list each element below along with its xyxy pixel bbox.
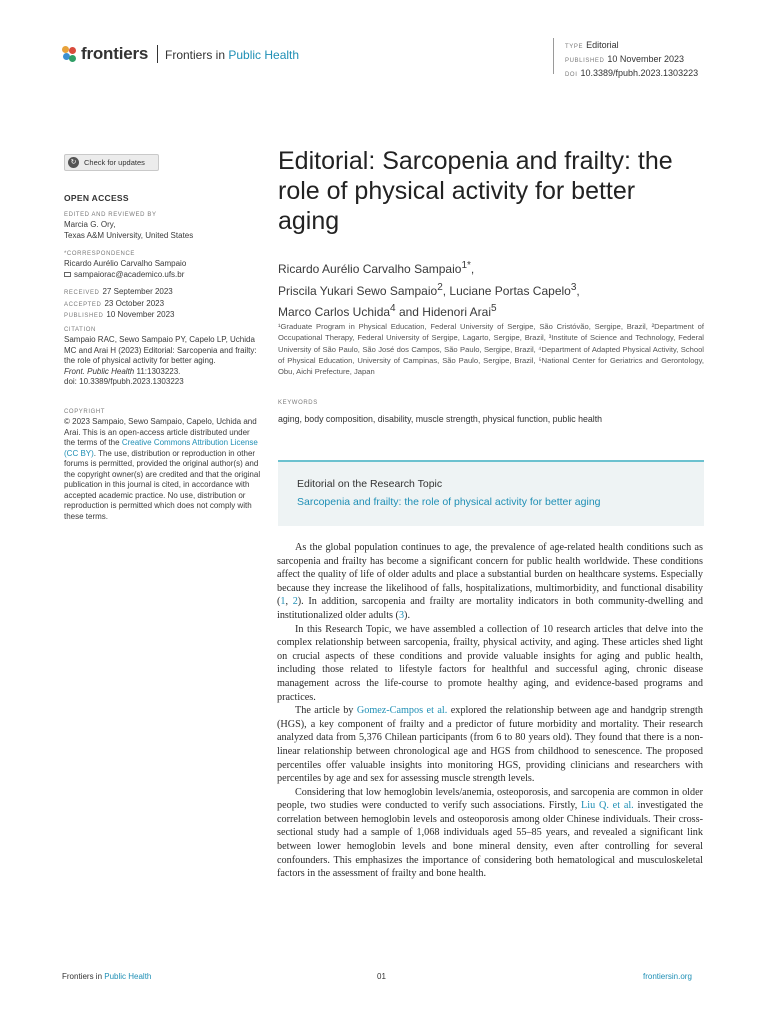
research-topic-label: Editorial on the Research Topic: [297, 478, 443, 490]
open-access-label: OPEN ACCESS: [64, 193, 129, 203]
citation-volume: 11:1303223.: [134, 366, 181, 376]
published-value: 10 November 2023: [607, 54, 684, 64]
p1-text-b: ). In addition, sarcopenia and frailty are mortality indicators in both community-dwelling and institutionalized older adults (: [277, 596, 704, 621]
received-label: RECEIVED: [64, 290, 100, 296]
liu-link[interactable]: Liu Q. et al.: [581, 800, 634, 812]
correspondence: [64, 250, 264, 280]
correspondence-email[interactable]: sampaiorac@academico.ufs.br: [74, 269, 185, 279]
check-updates-label: Check for updates: [84, 158, 145, 167]
ref-2-link[interactable]: 2: [292, 596, 298, 608]
doi-value[interactable]: 10.3389/fpubh.2023.1303223: [580, 68, 699, 78]
frontiers-logo[interactable]: [62, 44, 148, 64]
journal-accent: Public Health: [228, 48, 300, 62]
p4-text-b: investigated the correlation between hemoglobin levels and osteoporosis among older Chinese individuals. Their cross-sectional study had a sample of 1,068 individuals aged 55–85 years, and revealed a significant link between lower hemoglobin levels and bone mineral density, even after controlling for several confounders. This emphasizes the importance of considering both hematological and musculoskeletal factors in the assessment of frailty and bone health.: [277, 800, 703, 880]
footer-journal: [62, 972, 151, 981]
copyright-text-2: . The use, distribution or reproduction in other forums is permitted, provided the original author(s) and the copyright owner(s) are credited and that the original publication in this journal is cited, in accordance with accepted academic practice. No use, distribution or reproduction is permitted which does not comply with these terms.: [64, 448, 261, 521]
author-1-sup: 1*: [461, 260, 471, 271]
brand-name: frontiers: [81, 44, 149, 63]
affiliations: ¹Graduate Program in Physical Education, Federal University of Sergipe, São Cristóvão, Sergipe, Brazil, ²Department of Occupational Therapy, Federal University of Sergipe, Lagarto, Sergipe, Brazil, ³Institute of Science and Technology, Federal University of São Paulo, São José dos Campos, São Paulo, Sergipe, Brazil, ⁴Department of Adapted Physical Activity, School of Physical Education, University of Campinas, São Paulo, Sergipe, Brazil, ⁵National Center for Geriatrics and Gerontology, Obu, Aichi Prefecture, Japan: [278, 322, 704, 377]
article-title: Editorial: Sarcopenia and frailty: the role of physical activity for better aging: [278, 147, 673, 235]
article-meta: [565, 39, 698, 81]
author-2-sup: 2: [437, 281, 443, 293]
citation-journal: Front. Public Health: [64, 366, 135, 376]
footer-journal-prefix: Frontiers in: [62, 972, 105, 981]
journal-prefix: Frontiers in: [165, 48, 229, 62]
edited-by: [64, 211, 264, 241]
dates: [64, 287, 264, 322]
edited-label: EDITED AND REVIEWED BY: [64, 212, 157, 218]
footer-site-link[interactable]: frontiersin.org: [643, 972, 692, 981]
correspondence-name: Ricardo Aurélio Carvalho Sampaio: [64, 259, 187, 268]
author-1[interactable]: Ricardo Aurélio Carvalho Sampaio: [278, 262, 462, 276]
type-value: Editorial: [586, 40, 619, 50]
research-topic-link[interactable]: Sarcopenia and frailty: the role of physical activity for better aging: [297, 496, 601, 508]
license-link[interactable]: Creative Commons Attribution License (CC BY): [64, 438, 258, 458]
footer-journal-accent: Public Health: [104, 972, 152, 981]
meta-divider: [553, 38, 554, 74]
author-4[interactable]: Marco Carlos Uchida: [278, 305, 391, 319]
p3-text-a: The article by: [295, 705, 357, 717]
citation-label: CITATION: [64, 327, 96, 333]
author-4-sup: 4: [390, 303, 396, 314]
keywords-label: KEYWORDS: [278, 400, 318, 406]
sidebar-published-value: 10 November 2023: [106, 310, 175, 319]
correspondence-label: *CORRESPONDENCE: [64, 251, 136, 257]
editor-name: Marcia G. Ory,: [64, 220, 116, 229]
mail-icon: [64, 272, 71, 277]
research-topic-box: [278, 460, 704, 526]
citation-doi[interactable]: doi: 10.3389/fpubh.2023.1303223: [64, 377, 184, 386]
check-for-updates-button[interactable]: [64, 154, 159, 171]
ref-1-link[interactable]: 1: [280, 596, 286, 608]
header-divider: [157, 45, 158, 63]
editor-affiliation: Texas A&M University, United States: [64, 230, 194, 240]
published-label: PUBLISHED: [565, 58, 605, 64]
copyright: [64, 408, 262, 522]
citation-text: Sampaio RAC, Sewo Sampaio PY, Capelo LP, Uchida MC and Arai H (2023) Editorial: Sarcopenia and frailty: the role of physical activity for better aging.: [64, 335, 257, 365]
author-2[interactable]: Priscila Yukari Sewo Sampaio: [278, 283, 438, 298]
journal-name[interactable]: [165, 48, 299, 62]
keywords: aging, body composition, disability, muscle strength, physical function, public health: [278, 414, 603, 424]
author-list: Ricardo Aurélio Carvalho Sampaio$^{1*}$, Priscila Yukari Sewo Sampaio$^2$, Luciane Portas Capelo$^3$, Marco Carlos Uchida$^4$ and Hidenori Arai$^5$: [278, 260, 580, 319]
author-3[interactable]: , Luciane Portas Capelo: [442, 283, 571, 298]
paragraph-1: [277, 541, 703, 623]
p3-text-b: explored the relationship between age and handgrip strength (HGS), a key component of frailty and a predictor of future morbidity and mortality. Their research analyzed data from 5,376 Chilean participants (from 6 to 80 years old). They found that there is a non-linear relationship between chronological age and HGS from childhood to senescence. The proposed percentiles offer valuable insights into monitoring HGS, providing clinicians and researchers with percentiles by age and sex for assessing muscle strength levels.: [277, 705, 703, 785]
paragraph-3: [277, 704, 703, 786]
p4-text-a: Considering that low hemoglobin levels/anemia, osteoporosis, and sarcopenia are common in older people, two studies were conducted to verify such associations. Firstly,: [277, 786, 703, 812]
sidebar-published-label: PUBLISHED: [64, 313, 104, 319]
p1-text-a: As the global population continues to age, the prevalence of age-related health conditions such as sarcopenia and frailty has become a significant concern for public health worldwide. These conditions affect the quality of life of older adults and place a substantial burden on healthcare systems. Especially because they increase the likelihood of falls, hospitalizations, multimorbidity, and functional disability (: [277, 542, 703, 608]
page-number: 01: [377, 972, 386, 981]
refresh-icon: ↻: [68, 157, 79, 168]
frontiers-logo-icon: [62, 46, 77, 63]
copyright-text-1: © 2023 Sampaio, Sewo Sampaio, Capelo, Uchida and Arai. This is an open-access article distributed under the terms of the: [64, 417, 257, 447]
type-label: TYPE: [565, 44, 584, 50]
accepted-value: 23 October 2023: [104, 298, 165, 308]
ref-3-link[interactable]: 3: [398, 609, 405, 621]
paragraph-2: In this Research Topic, we have assembled a collection of 10 research articles that delve into the complex relationship between sarcopenia, frailty, physical activity, and aging. These articles shed light on crucial aspects of these conditions and provide valuable insights for aging and public health, including those related to lifestyle factors for healthful and successful aging, chronic disease management across the life-course to promote healthy aging, and evidence-based programs and practices.: [277, 623, 703, 703]
p1-text-c: ).: [404, 609, 410, 621]
author-5-sup: 5: [491, 303, 497, 314]
copyright-label: COPYRIGHT: [64, 409, 106, 415]
author-5[interactable]: and Hidenori Arai: [395, 305, 491, 319]
paragraph-4: [277, 786, 703, 881]
accepted-label: ACCEPTED: [64, 301, 102, 308]
citation: [64, 326, 259, 388]
author-3-sup: 3: [570, 281, 577, 293]
doi-label: DOI: [565, 72, 578, 78]
gomez-campos-link[interactable]: Gomez-Campos et al.: [356, 705, 448, 717]
received-value: 27 September 2023: [102, 287, 173, 296]
p1-sep: ,: [285, 596, 293, 608]
article-body: [277, 541, 703, 881]
